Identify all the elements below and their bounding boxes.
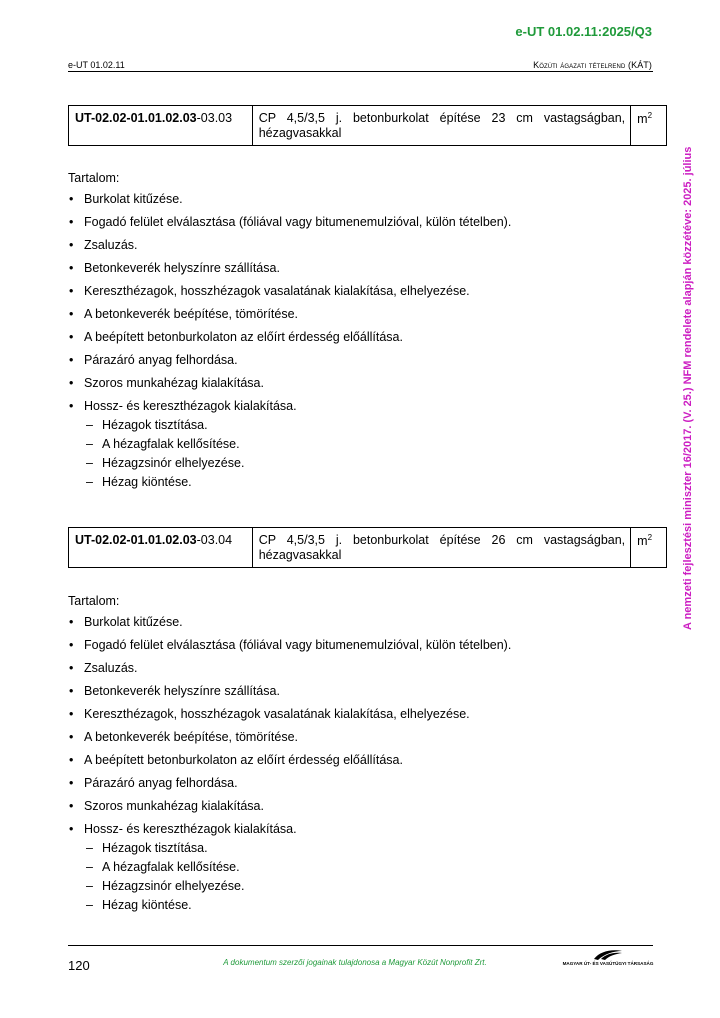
list-item: • Szoros munkahézag kialakítása.	[68, 376, 658, 391]
item-description: CP 4,5/3,5 j. betonburkolat építése 23 cm vastagságban, hézagvasakkal	[252, 106, 630, 146]
item-unit	[631, 106, 667, 146]
list-item: • Burkolat kitűzése.	[68, 615, 658, 630]
list-item-with-subitems	[68, 399, 658, 490]
content-label: Tartalom:	[68, 594, 120, 608]
list-item: • A betonkeverék beépítése, tömörítése.	[68, 307, 658, 322]
page-number: 120	[68, 958, 90, 973]
item-code	[69, 528, 253, 568]
unit-exponent: 2	[647, 533, 653, 542]
header-rule	[68, 71, 653, 72]
item-table	[68, 105, 667, 146]
unit-base: m	[637, 112, 648, 127]
content-list	[68, 615, 658, 913]
header-left: e-UT 01.02.11	[68, 60, 125, 70]
list-item: • Betonkeverék helyszínre szállítása.	[68, 684, 658, 699]
footer-copyright: A dokumentum szerzői jogainak tulajdonosa a Magyar Közút Nonprofit Zrt.	[223, 958, 487, 967]
list-item: • A beépített betonburkolaton az előírt érdesség előállítása.	[68, 753, 658, 768]
list-item: • Betonkeverék helyszínre szállítása.	[68, 261, 658, 276]
doc-code: e-UT 01.02.11:2025/Q3	[515, 24, 652, 39]
side-note	[682, 96, 696, 630]
content-block	[68, 594, 658, 921]
unit-exponent: 2	[647, 111, 653, 120]
sub-list-item: – Hézagzsinór elhelyezése.	[84, 456, 658, 471]
item-code-bold: UT-02.02-01.01.02.03	[75, 111, 197, 125]
item-row	[69, 528, 667, 568]
sub-list-item: – Hézag kiöntése.	[84, 475, 658, 490]
header-right: Közúti ágazati tételrend (KÁT)	[533, 60, 652, 70]
list-item: • Zsaluzás.	[68, 661, 658, 676]
footer-logo-text: MAGYAR ÚT- ÉS VASÚTÜGYI TÁRSASÁG	[562, 961, 654, 966]
list-item: • Párazáró anyag felhordása.	[68, 776, 658, 791]
footer-logo	[562, 948, 654, 972]
list-item-text: Hossz- és kereszthézagok kialakítása.	[84, 822, 297, 836]
list-item: • Kereszthézagok, hosszhézagok vasalatának kialakítása, elhelyezése.	[68, 284, 658, 299]
list-item: • Fogadó felület elválasztása (fóliával vagy bitumenemulzióval, külön tételben).	[68, 215, 658, 230]
sub-list-item: – Hézagok tisztítása.	[84, 418, 658, 433]
content-block	[68, 171, 658, 498]
road-swoosh-logo-icon	[592, 948, 624, 961]
content-list	[68, 192, 658, 490]
list-item: • Zsaluzás.	[68, 238, 658, 253]
sub-list-item: – Hézagzsinór elhelyezése.	[84, 879, 658, 894]
item-table	[68, 527, 667, 568]
list-item-with-subitems	[68, 822, 658, 913]
sub-list	[84, 841, 658, 913]
item-code-suffix: -03.04	[196, 533, 233, 547]
list-item: • Párazáró anyag felhordása.	[68, 353, 658, 368]
sub-list-item: – A hézagfalak kellősítése.	[84, 437, 658, 452]
list-item: • A betonkeverék beépítése, tömörítése.	[68, 730, 658, 745]
item-code-suffix: -03.03	[196, 111, 233, 125]
list-item: • Burkolat kitűzése.	[68, 192, 658, 207]
sub-list-item: – Hézagok tisztítása.	[84, 841, 658, 856]
content-label: Tartalom:	[68, 171, 120, 185]
side-note-text: A nemzeti fejlesztési miniszter 16/2017. (V. 25.) NFM rendelete alapján közzétéve: 2025. július	[682, 146, 694, 630]
unit-base: m	[637, 534, 648, 549]
item-row	[69, 106, 667, 146]
sub-list	[84, 418, 658, 490]
item-description: CP 4,5/3,5 j. betonburkolat építése 26 cm vastagságban, hézagvasakkal	[252, 528, 630, 568]
item-code	[69, 106, 253, 146]
footer-rule	[68, 945, 653, 946]
list-item-text: Hossz- és kereszthézagok kialakítása.	[84, 399, 297, 413]
list-item: • A beépített betonburkolaton az előírt érdesség előállítása.	[68, 330, 658, 345]
list-item: • Fogadó felület elválasztása (fóliával vagy bitumenemulzióval, külön tételben).	[68, 638, 658, 653]
list-item: • Kereszthézagok, hosszhézagok vasalatának kialakítása, elhelyezése.	[68, 707, 658, 722]
item-unit	[631, 528, 667, 568]
item-code-bold: UT-02.02-01.01.02.03	[75, 533, 197, 547]
sub-list-item: – A hézagfalak kellősítése.	[84, 860, 658, 875]
sub-list-item: – Hézag kiöntése.	[84, 898, 658, 913]
list-item: • Szoros munkahézag kialakítása.	[68, 799, 658, 814]
